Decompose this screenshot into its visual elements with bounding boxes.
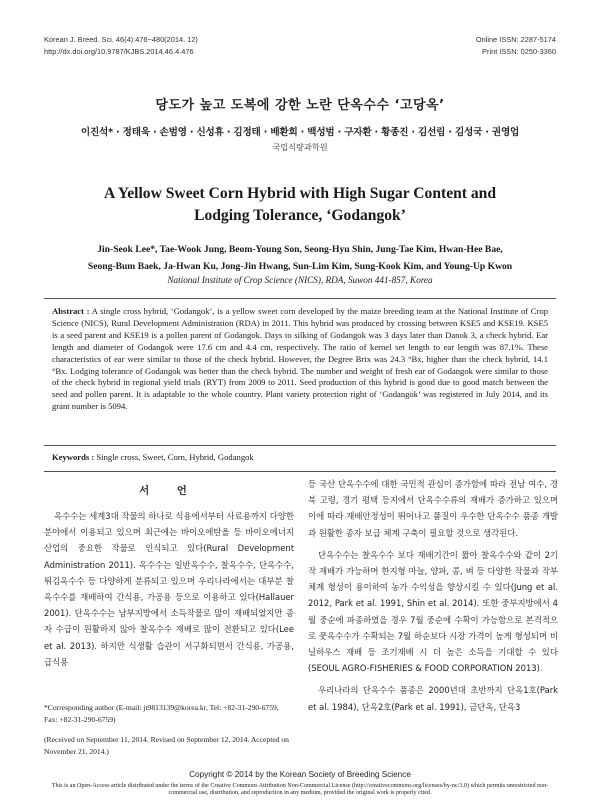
- english-authors: [0, 241, 600, 275]
- print-issn: Print ISSN: 0250-3360: [482, 47, 556, 56]
- body-paragraph-2: 등 국산 단옥수수에 대한 국민적 관심이 증가함에 따라 전남 여수, 경북 고령, 경기 평택 등지에서 단옥수수류의 재배가 증가하고 있으며 이에 따라 재배안정성이 뛰어나고 품질이 우수한 단옥수수 품종 개발과 원활한 종자 보급 체계 구축이 필요할 것으로 생각된다.: [308, 479, 558, 538]
- body-paragraph-3: 단옥수수는 찰옥수수 보다 재배기간이 짧아 찰옥수수와 같이 2기작 재배가 가능하며 한지형 마늘, 양파, 콩, 벼 등 다양한 작물과 작부체계 형성이 용이하여 농가 수익성을 향상시킬 수 있다(Jung et al. 2012, Park et al. 1991, Shin et al. 2014). 또한 중부지방에서 4월 중순에 파종하였을 경우 7월 중순에 수확이 가능함으로 본격적으로 풋옥수수가 수확되는 7월 하순보다 시장 가격이 높게 형성되며 비닐하우스 재배 등 조기재배 시 더 높은 소득을 기대할 수 있다(SEOUL AGRO-FISHERIES & FOOD CORPORATION 2013).: [308, 549, 558, 674]
- english-authors-line-1: Jin-Seok Lee*, Tae-Wook Jung, Beom-Young Son, Seong-Hyu Shin, Jung-Tae Kim, Hwan-Hee Bae,: [97, 244, 503, 255]
- online-issn: Online ISSN: 2287-5174: [475, 35, 556, 44]
- body-column-left: [44, 476, 294, 670]
- doi-link[interactable]: http://dx.doi.org/10.9787/KJBS.2014.46.4.476: [44, 47, 194, 56]
- keywords-text: Single cross, Sweet, Corn, Hybrid, Godangok: [96, 452, 254, 462]
- abstract-label: Abstract :: [52, 306, 90, 316]
- journal-header-left: [44, 34, 198, 58]
- body-column-right: [308, 476, 558, 715]
- abstract-top-rule: [44, 298, 556, 299]
- keywords-label: Keywords :: [52, 452, 95, 462]
- korean-affiliation: 국립식량과학원: [272, 142, 328, 152]
- journal-citation: Korean J. Breed. Sci. 46(4):476~480(2014. 12): [44, 35, 198, 44]
- body-paragraph-1: 옥수수는 세계3대 작물의 하나로 식용에서부터 사료용까지 다양한 분야에서 이용되고 있으며 최근에는 바이오에탄올 등 바이오에너지 산업의 중요한 작물로 인식되고 있다(Rural Development Administration 2011). 옥수수는 일반옥수수, 찰옥수수, 단옥수수, 튀김옥수수 등 다양하게 분류되고 있으며 우리나라에서는 대부분 찰옥수수를 재배하여 간식용, 가공용 등으로 이용하고 있다(Hallauer 2001). 단옥수수는 남부지방에서 소득작물로 많이 재배되었지만 종자 수급이 원활하지 않아 찰옥수수 재배로 많이 전환되고 있다(Lee et al. 2013). 하지만 식생활 습관이 서구화되면서 간식용, 가공용, 급식용: [44, 511, 294, 667]
- license-notice: This is an Open-Access article distributed under the terms of the Creative Commons Attribution Non-Commercial License (http://creativecommons.org/licenses/by-nc/3.0) which permits unrestricted non-commercial use, distribution, and reproduction in any medium, provided the original work is properly cited.: [51, 783, 549, 797]
- english-title: [0, 183, 600, 227]
- english-authors-line-2: Seong-Bum Baek, Ja-Hwan Ku, Jong-Jin Hwang, Sun-Lim Kim, Sung-Kook Kim, and Young-Up Kwon: [87, 261, 513, 272]
- english-title-line-1: A Yellow Sweet Corn Hybrid with High Sugar Content and: [103, 185, 497, 202]
- corresponding-author-footnote: *Corresponding author (E-mail: jt9813139@korea.kr, Tel: +82-31-290-6759, Fax: +82-31-290-6759): [44, 703, 279, 724]
- keywords-block: [52, 452, 254, 462]
- body-paragraph-4: 우리나라의 단옥수수 품종은 2000년대 초반까지 단옥1호(Park et al. 1984), 단옥2호(Park et al. 1991), 금단옥, 단옥3: [308, 685, 558, 712]
- korean-title: 당도가 높고 도복에 강한 노란 단옥수수 ‘고당옥’: [155, 98, 445, 113]
- copyright-line: Copyright © 2014 by the Korean Society of Breeding Science: [189, 770, 411, 779]
- received-dates-footnote: (Received on September 11, 2014. Revised on September 12, 2014. Accepted on November 21, 2014.): [44, 735, 289, 756]
- keywords-bottom-rule: [44, 471, 556, 472]
- abstract-text: A single cross hybrid, ‘Godangok’, is a yellow sweet corn developed by the maize breeding team at the National Institute of Crop Science (NICS), Rural Development Administration (RDA) in 2011. This hybrid was produced by crossing between KSE5 and KSE19. KSE5 is a seed parent and KSE19 is a pollen parent of Godangok. Days to silking of Godangok was 3 days later than Danok 3, a check hybrid. Ear length and diameter of Godangok were 17.6 cm and 4.4 cm, respectively. The ratio of kernel set length to ear length was 87.1%. These characteristics of ear were similar to those of the check hybrid. However, the Degree Brix was 24.3 °Bx, higher than the check hybrid, 14.1 °Bx. Lodging tolerance of Godangok was better than the check hybrid. The number and weight of fresh ear of Godangok were similar to those of the check hybrid in regional yield trials (RYT) from 2009 to 2011. Seed production of this hybrid is good due to good match between the seed and pollen parent. It is adaptable to the whole country. Plant variety protection right of ‘Godangok’ was registered in July 2014, and its grant number is 5094.: [52, 306, 548, 412]
- abstract-block: [52, 306, 548, 413]
- abstract-bottom-rule: [44, 445, 556, 446]
- journal-header-right: [476, 34, 556, 58]
- korean-authors: 이진석* · 정태욱 · 손범영 · 신성휴 · 김정태 · 배환희 · 백성범 · 구자환 · 황종진 · 김선림 · 김성국 · 권영업: [80, 127, 520, 138]
- section-heading-introduction: 서 언: [139, 485, 199, 497]
- english-affiliation: National Institute of Crop Science (NICS), RDA, Suwon 441-857, Korea: [167, 275, 433, 285]
- english-title-line-2: Lodging Tolerance, ‘Godangok’: [194, 207, 406, 224]
